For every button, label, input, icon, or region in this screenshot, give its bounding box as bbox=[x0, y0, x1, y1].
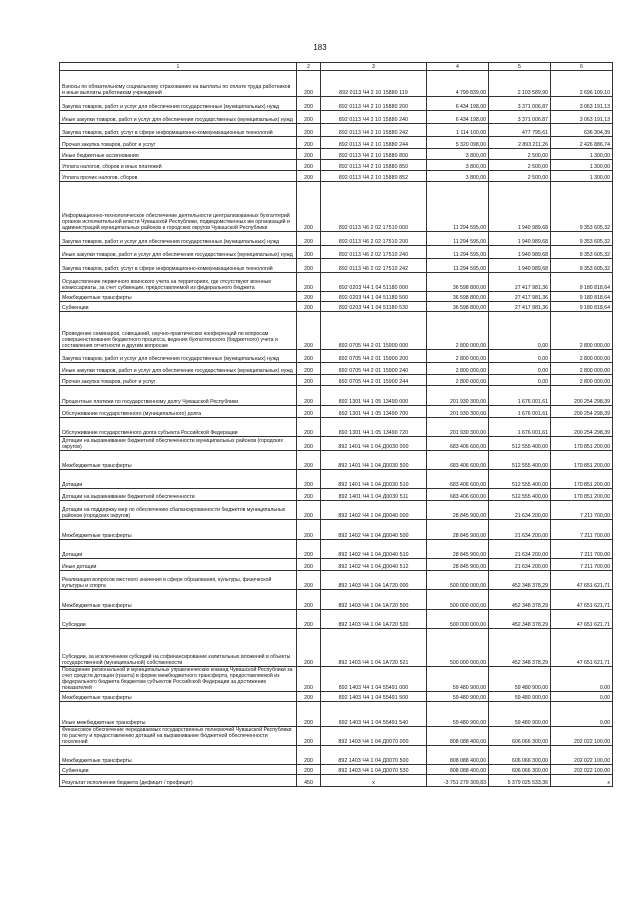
header-cell: 1 bbox=[60, 63, 297, 71]
row-unexecuted-cell: 2 426 886,74 bbox=[551, 137, 613, 149]
row-executed-cell: 1 676 001,61 bbox=[489, 406, 551, 418]
row-approved-cell: 201 930 300,00 bbox=[427, 418, 489, 437]
table-row bbox=[60, 137, 613, 149]
header-cell: 3 bbox=[321, 63, 427, 71]
row-executed-cell: 2 500,00 bbox=[489, 149, 551, 160]
table-row bbox=[60, 418, 613, 437]
row-line-code-cell: 200 bbox=[297, 259, 321, 273]
row-line-code-cell: 200 bbox=[297, 451, 321, 470]
row-unexecuted-cell: 200 254 298,39 bbox=[551, 406, 613, 418]
row-approved-cell: 3 800,00 bbox=[427, 149, 489, 160]
row-budget-code-cell: 892 0113 Ч6 2 02 17510 240 bbox=[321, 246, 427, 259]
table-row bbox=[60, 559, 613, 571]
row-line-code-cell: 200 bbox=[297, 746, 321, 765]
table-row bbox=[60, 727, 613, 746]
row-unexecuted-cell: 7 211 700,00 bbox=[551, 559, 613, 571]
row-budget-code-cell: 892 1401 Ч4 1 04 Д0030 510 bbox=[321, 470, 427, 489]
row-line-code-cell: 200 bbox=[297, 97, 321, 111]
row-name-cell: Закупка товаров, работ, услуг в сфере информационно-коммуникационных технологий bbox=[60, 124, 297, 137]
row-executed-cell: 2 103 589,90 bbox=[489, 71, 551, 97]
table-row bbox=[60, 765, 613, 775]
row-name-cell: Иные закупки товаров, работ и услуг для обеспечения государственных (муниципальных) нужд bbox=[60, 111, 297, 124]
table-row bbox=[60, 437, 613, 451]
row-line-code-cell: 200 bbox=[297, 667, 321, 692]
row-name-cell: Иные межбюджетные трансферты bbox=[60, 702, 297, 727]
row-approved-cell: 6 434 198,00 bbox=[427, 111, 489, 124]
row-unexecuted-cell: 2 800 000,00 bbox=[551, 350, 613, 363]
row-executed-cell: 452 348 378,29 bbox=[489, 571, 551, 590]
row-budget-code-cell: 892 1401 Ч4 1 04 Д0030 000 bbox=[321, 437, 427, 451]
row-name-cell: Субвенции bbox=[60, 765, 297, 775]
row-approved-cell: 1 114 100,00 bbox=[427, 124, 489, 137]
table-header-row bbox=[60, 63, 613, 71]
table-row bbox=[60, 590, 613, 610]
row-name-cell: Финансовое обеспечение передаваемых государственных полномочий Чувашской Республики по расчету и предоставлению дотаций на выравнивание бюджетной обеспеченности поселений bbox=[60, 727, 297, 746]
row-name-cell: Межбюджетные трансферты bbox=[60, 746, 297, 765]
row-name-cell: Закупка товаров, работ и услуг для обеспечения государственных (муниципальных) нужд bbox=[60, 97, 297, 111]
row-name-cell: Закупка товаров, работ, услуг в сфере информационно-коммуникационных технологий bbox=[60, 259, 297, 273]
table-row bbox=[60, 667, 613, 692]
row-unexecuted-cell: 9 353 605,32 bbox=[551, 232, 613, 246]
row-approved-cell: 683 406 600,00 bbox=[427, 489, 489, 501]
row-budget-code-cell: 892 1402 Ч4 1 04 Д0040 512 bbox=[321, 559, 427, 571]
row-budget-code-cell: 892 0705 Ч4 2 01 15900 200 bbox=[321, 350, 427, 363]
row-unexecuted-cell: 0,00 bbox=[551, 667, 613, 692]
row-executed-cell: 606 066 300,00 bbox=[489, 727, 551, 746]
row-approved-cell: 36 598 800,00 bbox=[427, 302, 489, 312]
row-executed-cell: 27 417 981,36 bbox=[489, 273, 551, 292]
row-unexecuted-cell: 170 851 200,00 bbox=[551, 451, 613, 470]
row-budget-code-cell: 892 1301 Ч4 1 05 13490 700 bbox=[321, 406, 427, 418]
row-executed-cell: 2 893 211,26 bbox=[489, 137, 551, 149]
row-executed-cell: 512 555 400,00 bbox=[489, 489, 551, 501]
row-name-cell: Закупка товаров, работ и услуг для обеспечения государственных (муниципальных) нужд bbox=[60, 232, 297, 246]
row-approved-cell: 28 845 900,00 bbox=[427, 559, 489, 571]
table-row bbox=[60, 470, 613, 489]
row-approved-cell: 2 800 000,00 bbox=[427, 312, 489, 350]
header-cell: 2 bbox=[297, 63, 321, 71]
table-row bbox=[60, 71, 613, 97]
table-row bbox=[60, 451, 613, 470]
row-approved-cell: 808 088 400,00 bbox=[427, 746, 489, 765]
row-name-cell: Прочая закупка товаров, работ и услуг bbox=[60, 375, 297, 386]
table-row bbox=[60, 124, 613, 137]
row-unexecuted-cell: 9 353 605,32 bbox=[551, 246, 613, 259]
row-approved-cell: 500 000 000,00 bbox=[427, 610, 489, 629]
row-line-code-cell: 200 bbox=[297, 727, 321, 746]
page-number: 183 bbox=[313, 43, 327, 52]
row-line-code-cell: 200 bbox=[297, 571, 321, 590]
row-executed-cell: 1 940 989,68 bbox=[489, 259, 551, 273]
row-approved-cell: 59 480 900,00 bbox=[427, 667, 489, 692]
row-approved-cell: 2 800 000,00 bbox=[427, 363, 489, 375]
header-cell: 4 bbox=[427, 63, 489, 71]
row-approved-cell: 500 000 000,00 bbox=[427, 629, 489, 667]
row-approved-cell: 3 800,00 bbox=[427, 171, 489, 182]
row-budget-code-cell: 892 0705 Ч4 2 01 15900 000 bbox=[321, 312, 427, 350]
table-row bbox=[60, 111, 613, 124]
row-budget-code-cell: 892 0705 Ч4 2 01 15900 240 bbox=[321, 363, 427, 375]
row-budget-code-cell: 892 0113 Ч4 2 10 15880 240 bbox=[321, 111, 427, 124]
table-row bbox=[60, 629, 613, 667]
row-name-cell: Обслуживание государственного (муниципального) долга bbox=[60, 406, 297, 418]
row-name-cell: Субвенции bbox=[60, 302, 297, 312]
table-row bbox=[60, 160, 613, 171]
row-budget-code-cell: 892 0705 Ч4 2 01 15900 244 bbox=[321, 375, 427, 386]
row-unexecuted-cell: 200 254 298,39 bbox=[551, 418, 613, 437]
row-budget-code-cell: 892 1301 Ч4 1 05 13490 000 bbox=[321, 386, 427, 406]
row-unexecuted-cell: 2 800 000,00 bbox=[551, 363, 613, 375]
row-line-code-cell: 200 bbox=[297, 375, 321, 386]
row-approved-cell: 201 930 300,00 bbox=[427, 406, 489, 418]
row-line-code-cell: 200 bbox=[297, 111, 321, 124]
row-unexecuted-cell: 2 800 000,00 bbox=[551, 375, 613, 386]
row-unexecuted-cell: 2 696 109,10 bbox=[551, 71, 613, 97]
table-row bbox=[60, 746, 613, 765]
row-budget-code-cell: 892 0113 Ч6 2 02 17510 200 bbox=[321, 232, 427, 246]
table-row bbox=[60, 273, 613, 292]
row-executed-cell: 21 634 200,00 bbox=[489, 540, 551, 559]
row-budget-code-cell: 892 1403 Ч4 1 04 1А720 521 bbox=[321, 629, 427, 667]
table-row bbox=[60, 610, 613, 629]
row-budget-code-cell: 892 0113 Ч4 2 10 15880 119 bbox=[321, 71, 427, 97]
row-budget-code-cell: 892 0203 Ч4 1 04 51180 500 bbox=[321, 292, 427, 302]
row-unexecuted-cell: 9 353 605,32 bbox=[551, 259, 613, 273]
table-row bbox=[60, 149, 613, 160]
row-budget-code-cell: 892 0113 Ч4 2 10 15880 200 bbox=[321, 97, 427, 111]
row-line-code-cell: 200 bbox=[297, 559, 321, 571]
row-name-cell: Результат исполнения бюджета (дефицит / профицит) bbox=[60, 775, 297, 787]
row-name-cell: Взносы по обязательному социальному страхованию на выплаты по оплате труда работников и иные выплаты работникам учреждений bbox=[60, 71, 297, 97]
row-executed-cell: 3 371 006,87 bbox=[489, 97, 551, 111]
row-unexecuted-cell: 200 254 298,39 bbox=[551, 386, 613, 406]
row-unexecuted-cell: 47 651 621,71 bbox=[551, 571, 613, 590]
row-name-cell: Осуществление первичного воинского учета на территориях, где отсутствуют военные комиссариаты, за счет субвенции, предоставляемой из федерального бюджета bbox=[60, 273, 297, 292]
row-budget-code-cell: 892 1402 Ч4 1 04 Д0040 500 bbox=[321, 520, 427, 540]
table-row bbox=[60, 375, 613, 386]
row-line-code-cell: 200 bbox=[297, 232, 321, 246]
row-budget-code-cell: 892 1403 Ч4 1 04 55491 000 bbox=[321, 667, 427, 692]
row-approved-cell: 808 088 400,00 bbox=[427, 765, 489, 775]
row-unexecuted-cell: 1 300,00 bbox=[551, 160, 613, 171]
row-approved-cell: 36 598 800,00 bbox=[427, 273, 489, 292]
row-name-cell: Обслуживание государственного долга субъекта Российской Федерации bbox=[60, 418, 297, 437]
row-approved-cell: 500 000 000,00 bbox=[427, 571, 489, 590]
row-budget-code-cell: 892 0203 Ч4 1 04 51180 530 bbox=[321, 302, 427, 312]
row-budget-code-cell: 892 0113 Ч6 2 02 17510 242 bbox=[321, 259, 427, 273]
row-unexecuted-cell: 47 651 621,71 bbox=[551, 590, 613, 610]
row-line-code-cell: 200 bbox=[297, 149, 321, 160]
row-line-code-cell: 200 bbox=[297, 386, 321, 406]
row-budget-code-cell: 892 1401 Ч4 1 04 Д0030 511 bbox=[321, 489, 427, 501]
table-row bbox=[60, 386, 613, 406]
row-approved-cell: 2 800 000,00 bbox=[427, 375, 489, 386]
table-row bbox=[60, 292, 613, 302]
row-executed-cell: 3 371 006,87 bbox=[489, 111, 551, 124]
row-unexecuted-cell: 636 304,39 bbox=[551, 124, 613, 137]
row-approved-cell: 2 800 000,00 bbox=[427, 350, 489, 363]
table-row bbox=[60, 97, 613, 111]
row-executed-cell: 452 348 378,29 bbox=[489, 590, 551, 610]
row-line-code-cell: 200 bbox=[297, 610, 321, 629]
row-name-cell: Уплата прочих налогов, сборов bbox=[60, 171, 297, 182]
row-executed-cell: 5 379 025 533,36 bbox=[489, 775, 551, 787]
row-executed-cell: 59 480 900,00 bbox=[489, 692, 551, 702]
row-executed-cell: 512 555 400,00 bbox=[489, 470, 551, 489]
row-executed-cell: 2 500,00 bbox=[489, 160, 551, 171]
row-approved-cell: 28 845 900,00 bbox=[427, 540, 489, 559]
row-executed-cell: 452 348 378,29 bbox=[489, 610, 551, 629]
row-unexecuted-cell: 7 211 700,00 bbox=[551, 501, 613, 520]
row-name-cell: Субсидии, за исключением субсидий на софинансирование капитальных вложений в объекты государственной (муниципальной) собственности bbox=[60, 629, 297, 667]
row-approved-cell: 683 406 600,00 bbox=[427, 437, 489, 451]
row-name-cell: Дотации bbox=[60, 470, 297, 489]
row-approved-cell: -3 751 279 309,83 bbox=[427, 775, 489, 787]
row-budget-code-cell: 892 1301 Ч4 1 05 13490 720 bbox=[321, 418, 427, 437]
row-executed-cell: 21 634 200,00 bbox=[489, 501, 551, 520]
row-name-cell: Уплата налогов, сборов и иных платежей bbox=[60, 160, 297, 171]
row-executed-cell: 452 348 378,29 bbox=[489, 629, 551, 667]
row-name-cell: Иные закупки товаров, работ и услуг для обеспечения государственных (муниципальных) нужд bbox=[60, 363, 297, 375]
row-budget-code-cell: 892 0203 Ч4 1 04 51180 000 bbox=[321, 273, 427, 292]
row-unexecuted-cell: 3 063 191,13 bbox=[551, 97, 613, 111]
table-row bbox=[60, 520, 613, 540]
row-approved-cell: 683 406 600,00 bbox=[427, 451, 489, 470]
row-approved-cell: 201 930 300,00 bbox=[427, 386, 489, 406]
row-line-code-cell: 200 bbox=[297, 302, 321, 312]
row-unexecuted-cell: 0,00 bbox=[551, 692, 613, 702]
row-approved-cell: 36 598 800,00 bbox=[427, 292, 489, 302]
row-name-cell: Проведение семинаров, совещаний, научно-практических конференций по вопросам совершенствования бюджетного процесса, ведения бухгалтерского (бюджетного) учета и составления отчетности и другим вопросам bbox=[60, 312, 297, 350]
row-budget-code-cell: 892 1403 Ч4 1 04 55491 500 bbox=[321, 692, 427, 702]
row-approved-cell: 4 799 839,00 bbox=[427, 71, 489, 97]
row-line-code-cell: 200 bbox=[297, 406, 321, 418]
row-approved-cell: 500 000 000,00 bbox=[427, 590, 489, 610]
row-approved-cell: 28 845 900,00 bbox=[427, 520, 489, 540]
row-budget-code-cell: 892 0113 Ч4 2 10 15880 850 bbox=[321, 160, 427, 171]
row-line-code-cell: 200 bbox=[297, 363, 321, 375]
table-row bbox=[60, 350, 613, 363]
row-line-code-cell: 200 bbox=[297, 590, 321, 610]
row-budget-code-cell: 892 1401 Ч4 1 04 Д0030 500 bbox=[321, 451, 427, 470]
row-approved-cell: 808 088 400,00 bbox=[427, 727, 489, 746]
row-executed-cell: 27 417 981,36 bbox=[489, 292, 551, 302]
row-approved-cell: 6 434 198,00 bbox=[427, 97, 489, 111]
row-approved-cell: 683 406 600,00 bbox=[427, 470, 489, 489]
row-line-code-cell: 200 bbox=[297, 765, 321, 775]
row-budget-code-cell: 892 1403 Ч4 1 04 55491 540 bbox=[321, 702, 427, 727]
row-unexecuted-cell: 170 851 200,00 bbox=[551, 437, 613, 451]
row-executed-cell: 59 480 900,00 bbox=[489, 667, 551, 692]
row-budget-code-cell: 892 0113 Ч6 2 02 17510 000 bbox=[321, 182, 427, 232]
table-row bbox=[60, 246, 613, 259]
row-approved-cell: 59 480 900,00 bbox=[427, 692, 489, 702]
row-executed-cell: 606 066 300,00 bbox=[489, 765, 551, 775]
row-name-cell: Иные бюджетные ассигнования bbox=[60, 149, 297, 160]
row-line-code-cell: 200 bbox=[297, 137, 321, 149]
row-line-code-cell: 200 bbox=[297, 273, 321, 292]
table-row bbox=[60, 182, 613, 232]
row-executed-cell: 2 500,00 bbox=[489, 171, 551, 182]
table-row bbox=[60, 775, 613, 787]
row-budget-code-cell: 892 0113 Ч4 2 10 15880 244 bbox=[321, 137, 427, 149]
row-line-code-cell: 200 bbox=[297, 437, 321, 451]
row-budget-code-cell: 892 0113 Ч4 2 10 15880 242 bbox=[321, 124, 427, 137]
row-unexecuted-cell: 202 022 100,00 bbox=[551, 727, 613, 746]
row-executed-cell: 0,00 bbox=[489, 350, 551, 363]
row-line-code-cell: 200 bbox=[297, 501, 321, 520]
row-executed-cell: 0,00 bbox=[489, 363, 551, 375]
row-line-code-cell: 200 bbox=[297, 692, 321, 702]
row-unexecuted-cell: 0,00 bbox=[551, 702, 613, 727]
table-row bbox=[60, 363, 613, 375]
row-line-code-cell: 200 bbox=[297, 182, 321, 232]
row-executed-cell: 1 940 989,68 bbox=[489, 232, 551, 246]
row-unexecuted-cell: 3 063 191,13 bbox=[551, 111, 613, 124]
table-row bbox=[60, 302, 613, 312]
table-row bbox=[60, 692, 613, 702]
row-executed-cell: 477 795,61 bbox=[489, 124, 551, 137]
row-name-cell: Информационно-технологическое обеспечение деятельности централизованных бухгалтерий органов исполнительной власти Чувашской Республики, подведомственных им организаций и администраций муниципальных районов и городских округов Чувашской Республики bbox=[60, 182, 297, 232]
row-line-code-cell: 200 bbox=[297, 540, 321, 559]
row-unexecuted-cell: 9 180 818,64 bbox=[551, 273, 613, 292]
row-executed-cell: 21 634 200,00 bbox=[489, 520, 551, 540]
row-executed-cell: 512 555 400,00 bbox=[489, 451, 551, 470]
row-name-cell: Дотации на поддержку мер по обеспечению сбалансированности бюджетов муниципальных районов (городских округов) bbox=[60, 501, 297, 520]
row-executed-cell: 0,00 bbox=[489, 312, 551, 350]
row-budget-code-cell: 892 1403 Ч4 1 04 Д0070 500 bbox=[321, 746, 427, 765]
row-unexecuted-cell: 47 651 621,71 bbox=[551, 629, 613, 667]
row-approved-cell: 59 480 900,00 bbox=[427, 702, 489, 727]
row-name-cell: Поощрение региональной и муниципальных управленческих команд Чувашской Республики за счет средств дотации (гранта) в форме межбюджетного трансферта, предоставляемой из федерального бюджета бюджетам субъектов Российской Федерации за достижение показателей bbox=[60, 667, 297, 692]
row-unexecuted-cell: 9 353 605,32 bbox=[551, 182, 613, 232]
table-row bbox=[60, 312, 613, 350]
row-executed-cell: 1 676 001,61 bbox=[489, 386, 551, 406]
row-line-code-cell: 200 bbox=[297, 312, 321, 350]
table-row bbox=[60, 232, 613, 246]
row-unexecuted-cell: 170 851 200,00 bbox=[551, 470, 613, 489]
row-line-code-cell: 200 bbox=[297, 71, 321, 97]
row-unexecuted-cell: 2 800 000,00 bbox=[551, 312, 613, 350]
row-line-code-cell: 450 bbox=[297, 775, 321, 787]
row-line-code-cell: 200 bbox=[297, 489, 321, 501]
row-approved-cell: 11 294 595,00 bbox=[427, 259, 489, 273]
row-budget-code-cell: 892 1403 Ч4 1 04 Д0070 530 bbox=[321, 765, 427, 775]
row-name-cell: Межбюджетные трансферты bbox=[60, 520, 297, 540]
row-executed-cell: 606 066 300,00 bbox=[489, 746, 551, 765]
row-budget-code-cell: 892 1403 Ч4 1 04 Д0070 000 bbox=[321, 727, 427, 746]
row-name-cell: Межбюджетные трансферты bbox=[60, 590, 297, 610]
table-row bbox=[60, 501, 613, 520]
row-approved-cell: 11 294 595,00 bbox=[427, 246, 489, 259]
row-budget-code-cell: 892 1402 Ч4 1 04 Д0040 510 bbox=[321, 540, 427, 559]
row-name-cell: Прочая закупка товаров, работ и услуг bbox=[60, 137, 297, 149]
row-executed-cell: 0,00 bbox=[489, 375, 551, 386]
row-budget-code-cell: 892 1403 Ч4 1 04 1А720 000 bbox=[321, 571, 427, 590]
row-unexecuted-cell: 1 300,00 bbox=[551, 149, 613, 160]
row-budget-code-cell: 892 1402 Ч4 1 04 Д0040 000 bbox=[321, 501, 427, 520]
row-executed-cell: 21 634 200,00 bbox=[489, 559, 551, 571]
row-name-cell: Дотации на выравнивание бюджетной обеспеченности муниципальных районов (городских округов) bbox=[60, 437, 297, 451]
row-unexecuted-cell: 9 180 818,64 bbox=[551, 292, 613, 302]
row-executed-cell: 59 480 900,00 bbox=[489, 702, 551, 727]
row-line-code-cell: 200 bbox=[297, 246, 321, 259]
budget-table bbox=[59, 62, 613, 787]
header-cell: 5 bbox=[489, 63, 551, 71]
row-unexecuted-cell: x bbox=[551, 775, 613, 787]
row-unexecuted-cell: 170 851 200,00 bbox=[551, 489, 613, 501]
row-budget-code-cell: 892 0113 Ч4 2 10 15880 800 bbox=[321, 149, 427, 160]
row-line-code-cell: 200 bbox=[297, 629, 321, 667]
row-executed-cell: 1 676 001,61 bbox=[489, 418, 551, 437]
table-row bbox=[60, 171, 613, 182]
row-approved-cell: 5 320 098,00 bbox=[427, 137, 489, 149]
row-line-code-cell: 200 bbox=[297, 418, 321, 437]
row-budget-code-cell: 892 0113 Ч4 2 10 15880 852 bbox=[321, 171, 427, 182]
row-approved-cell: 11 294 595,00 bbox=[427, 232, 489, 246]
row-executed-cell: 27 417 981,36 bbox=[489, 302, 551, 312]
row-approved-cell: 11 294 595,00 bbox=[427, 182, 489, 232]
row-unexecuted-cell: 1 300,00 bbox=[551, 171, 613, 182]
table-row bbox=[60, 540, 613, 559]
table-row bbox=[60, 406, 613, 418]
row-unexecuted-cell: 7 211 700,00 bbox=[551, 520, 613, 540]
row-name-cell: Межбюджетные трансферты bbox=[60, 451, 297, 470]
row-name-cell: Иные дотации bbox=[60, 559, 297, 571]
header-cell: 6 bbox=[551, 63, 613, 71]
row-unexecuted-cell: 7 211 700,00 bbox=[551, 540, 613, 559]
row-budget-code-cell: 892 1403 Ч4 1 04 1А720 520 bbox=[321, 610, 427, 629]
row-line-code-cell: 200 bbox=[297, 520, 321, 540]
row-line-code-cell: 200 bbox=[297, 702, 321, 727]
row-name-cell: Процентные платежи по государственному долгу Чувашской Республики bbox=[60, 386, 297, 406]
row-name-cell: Субсидии bbox=[60, 610, 297, 629]
row-name-cell: Дотации bbox=[60, 540, 297, 559]
table-row bbox=[60, 489, 613, 501]
row-name-cell: Реализация вопросов местного значения в сфере образования, культуры, физической культуры и спорта bbox=[60, 571, 297, 590]
row-line-code-cell: 200 bbox=[297, 470, 321, 489]
row-unexecuted-cell: 47 651 621,71 bbox=[551, 610, 613, 629]
table-row bbox=[60, 259, 613, 273]
row-name-cell: Иные закупки товаров, работ и услуг для обеспечения государственных (муниципальных) нужд bbox=[60, 246, 297, 259]
row-name-cell: Межбюджетные трансферты bbox=[60, 292, 297, 302]
row-approved-cell: 28 845 900,00 bbox=[427, 501, 489, 520]
row-budget-code-cell: x bbox=[321, 775, 427, 787]
row-unexecuted-cell: 202 022 100,00 bbox=[551, 765, 613, 775]
row-line-code-cell: 200 bbox=[297, 350, 321, 363]
row-line-code-cell: 200 bbox=[297, 171, 321, 182]
row-unexecuted-cell: 9 180 818,64 bbox=[551, 302, 613, 312]
row-line-code-cell: 200 bbox=[297, 292, 321, 302]
table-row bbox=[60, 571, 613, 590]
row-executed-cell: 1 940 989,68 bbox=[489, 246, 551, 259]
row-unexecuted-cell: 202 022 100,00 bbox=[551, 746, 613, 765]
row-approved-cell: 3 800,00 bbox=[427, 160, 489, 171]
row-name-cell: Дотации на выравнивание бюджетной обеспеченности bbox=[60, 489, 297, 501]
row-line-code-cell: 200 bbox=[297, 160, 321, 171]
table-row bbox=[60, 702, 613, 727]
row-line-code-cell: 200 bbox=[297, 124, 321, 137]
row-name-cell: Межбюджетные трансферты bbox=[60, 692, 297, 702]
row-executed-cell: 512 555 400,00 bbox=[489, 437, 551, 451]
row-name-cell: Закупка товаров, работ и услуг для обеспечения государственных (муниципальных) нужд bbox=[60, 350, 297, 363]
row-budget-code-cell: 892 1403 Ч4 1 04 1А720 500 bbox=[321, 590, 427, 610]
row-executed-cell: 1 940 989,68 bbox=[489, 182, 551, 232]
